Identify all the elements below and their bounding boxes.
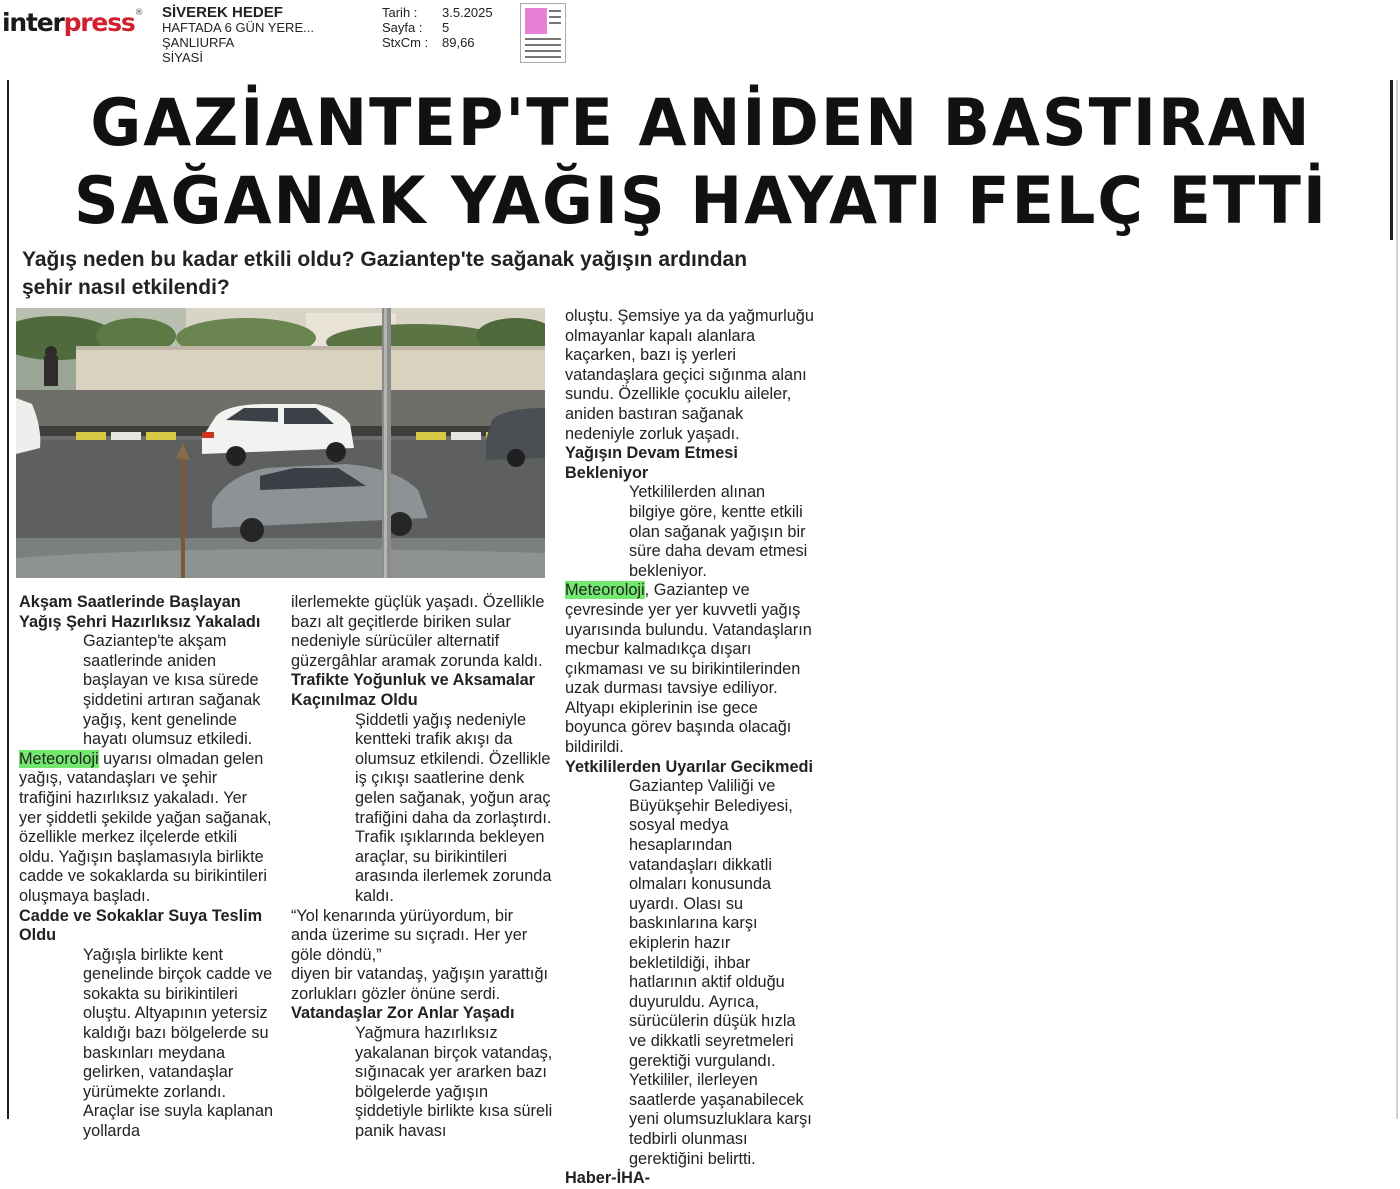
page-thumbnail[interactable] bbox=[520, 3, 566, 63]
paragraph-continuation: , Gaziantep ve çevresinde yer yer kuvvetli yağış uyarısında bulundu. Vatandaşların mecbur kalmadıkça dışarı çıkmaması ve su birikintilerinden uzak durması tavsiye ediliyor. Altyapı ekiplerinin ise gece boyunca görev başında olacağı bildirildi. bbox=[565, 581, 812, 757]
stxcm-value: 89,66 bbox=[442, 35, 475, 50]
page-label: Sayfa : bbox=[382, 20, 423, 35]
frame-outer-border bbox=[1396, 80, 1398, 1119]
source-name: SİVEREK HEDEF bbox=[162, 4, 283, 21]
paragraph bbox=[565, 581, 815, 757]
section-heading: Vatandaşlar Zor Anlar Yaşadı bbox=[291, 1004, 515, 1023]
thumbnail-highlight bbox=[525, 8, 547, 34]
section-heading: Yetkililerden Uyarılar Gecikmedi bbox=[565, 757, 813, 776]
section-heading: Akşam Saatlerinde Başlayan Yağış Şehri Hazırlıksız Yakaladı bbox=[19, 593, 261, 631]
frame-left-border bbox=[7, 80, 9, 1119]
section-heading: Yağışın Devam Etmesi Bekleniyor bbox=[565, 444, 738, 482]
section-heading: Cadde ve Sokaklar Suya Teslim Oldu bbox=[19, 906, 263, 945]
clipping-meta bbox=[382, 5, 493, 50]
paragraph: Yağışla birlikte kent genelinde birçok cadde ve sokakta su birikintileri oluştu. Altyapının yetersiz kaldığı bazı bölgelerde su baskınları meydana gelirken, vatandaşlar yürümekte zorlandı. Araçlar ise suyla kaplanan yollarda bbox=[83, 945, 274, 1141]
section-heading: Trafikte Yoğunluk ve Aksamalar Kaçınılmaz Oldu bbox=[291, 671, 536, 709]
registered-mark: ® bbox=[134, 8, 144, 18]
article-column-3 bbox=[565, 307, 815, 1189]
paragraph: Yetkililerden alınan bilgiye göre, kentte etkili olan sağanak yağışın bir süre daha devam etmesi bekleniyor. bbox=[629, 483, 808, 580]
interpress-logo bbox=[2, 8, 144, 37]
article-subheadline: Yağış neden bu kadar etkili oldu? Gaziantep'te sağanak yağışın ardından şehir nasıl etkilendi? bbox=[22, 248, 748, 299]
paragraph bbox=[19, 750, 274, 907]
headline-line-1: GAZİANTEP'TE ANİDEN BASTIRAN bbox=[90, 84, 1312, 161]
byline: Haber-İHA- bbox=[565, 1169, 651, 1188]
frame-right-border bbox=[1390, 80, 1393, 240]
logo-main-text: inter bbox=[2, 8, 64, 37]
paragraph: Şiddetli yağış nedeniyle kentteki trafik akışı da olumsuz etkilendi. Özellikle iş çıkışı saatlerine denk gelen sağanak, yoğun araç trafiğini daha da zorlaştırdı. Trafik ışıklarında bekleyen araçlar, su birikintileri arasında ilerlemek zorunda kaldı. bbox=[355, 710, 552, 905]
article-photo bbox=[16, 308, 545, 578]
article-headline bbox=[14, 84, 1388, 239]
page-value: 5 bbox=[442, 20, 450, 35]
article-column-2 bbox=[291, 593, 553, 1142]
article-column-1 bbox=[19, 593, 274, 1142]
source-info bbox=[162, 5, 314, 65]
paragraph: oluştu. Şemsiye ya da yağmurluğu olmayanlar kapalı alanlara kaçarken, bazı iş yerleri vatandaşlara geçici sığınma alanı sundu. Özellikle çocuklu aileler, aniden bastıran sağanak nedeniyle zorluk yaşadı. bbox=[565, 307, 814, 443]
source-category: SİYASİ bbox=[162, 50, 203, 65]
highlighted-keyword: Meteoroloji bbox=[19, 749, 99, 768]
headline-line-2: SAĞANAK YAĞIŞ HAYATI FELÇ ETTİ bbox=[74, 162, 1328, 239]
highlighted-keyword: Meteoroloji bbox=[565, 581, 645, 600]
paragraph-continuation: uyarısı olmadan gelen yağış, vatandaşları ve şehir trafiğini hazırlıksız yakaladı. Yer yer şiddetli şekilde yağan sağanak, özellikle merkez ilçelerde etkili oldu. Yağışın başlamasıyla birlikte cadde ve sokaklarda su birikintileri oluşmaya başladı. bbox=[19, 749, 272, 905]
date-value: 3.5.2025 bbox=[442, 5, 493, 20]
paragraph: Gaziantep'te akşam saatlerinde aniden başlayan ve kısa sürede şiddetini artıran sağanak yağış, kent genelinde hayatı olumsuz etkiledi. bbox=[83, 632, 261, 749]
paragraph: Yağmura hazırlıksız yakalanan birçok vatandaş, sığınacak yer ararken bazı bölgelerde yağışın şiddetiyle birlikte kısa süreli panik havası bbox=[355, 1024, 553, 1141]
source-frequency: HAFTADA 6 GÜN YERE... bbox=[162, 20, 314, 35]
logo-accent-text: press bbox=[63, 8, 135, 37]
quote: “Yol kenarında yürüyordum, bir anda üzerime su sıçradı. Her yer göle döndü,” bbox=[291, 906, 528, 964]
date-label: Tarih : bbox=[382, 5, 418, 20]
paragraph: Gaziantep Valiliği ve Büyükşehir Belediyesi, sosyal medya hesaplarından vatandaşları dikkatli olmaları konusunda uyardı. Olası su baskınlarına karşı ekiplerin hazır bekletildiği, ihbar hatlarının aktif olduğu duyuruldu. Ayrıca, sürücülerin düşük hızla ve dikkatli seyretmeleri gerektiği vurgulandı. Yetkililer, ilerleyen saatlerde yaşanabilecek yeni olumsuzluklara karşı tedbirli olunması gerektiğini belirtti. bbox=[629, 777, 812, 1168]
source-city: ŞANLIURFA bbox=[162, 35, 235, 50]
paragraph: diyen bir vatandaş, yağışın yarattığı zorlukları gözler önüne serdi. bbox=[291, 965, 549, 1003]
stxcm-label: StxCm : bbox=[382, 35, 429, 50]
paragraph: ilerlemekte güçlük yaşadı. Özellikle bazı alt geçitlerde biriken sular nedeniyle sürücüler alternatif güzergâhlar aramak zorunda kaldı. bbox=[291, 593, 545, 670]
